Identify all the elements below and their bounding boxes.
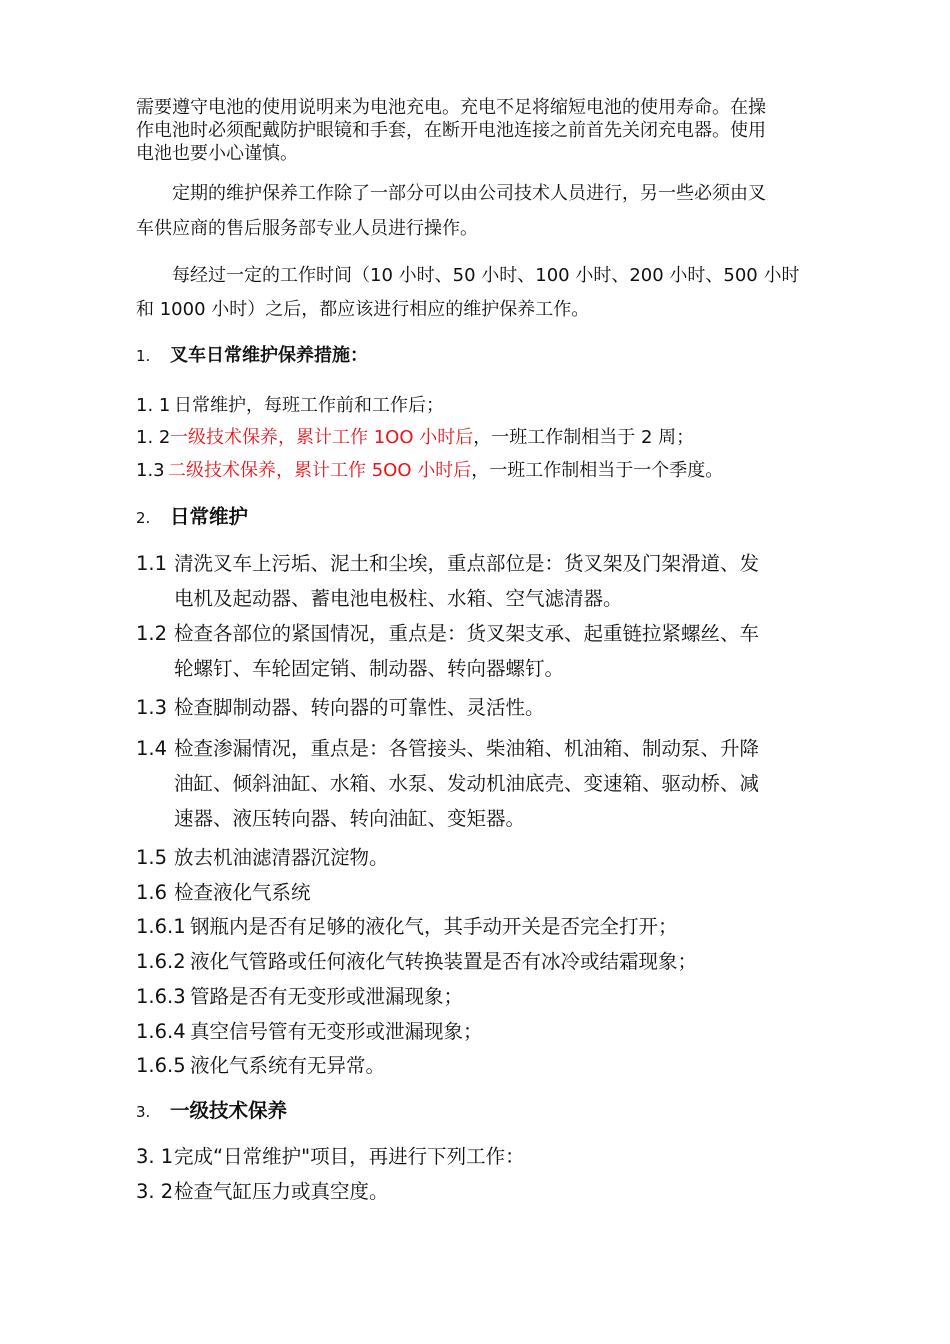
list-item (136, 1054, 385, 1078)
item-continuation: 油缸、倾斜油缸、水箱、水泵、发动机油底壳、变速箱、驱动桥、减 (174, 772, 760, 795)
intro-p2-line: 车供应商的售后服务部专业人员进行操作。 (136, 218, 478, 239)
item-text: 检查液化气系统 (174, 881, 311, 904)
item-continuation: 速器、液压转向器、转向油缸、变矩器。 (174, 807, 526, 830)
item-text: 液化气系统有无异常。 (190, 1054, 386, 1077)
item-text: 清洗叉车上污垢、泥土和尘埃，重点部位是：货叉架及门架滑道、发 (174, 552, 760, 575)
item-number: 1. 1 (136, 395, 171, 416)
list-item (136, 985, 463, 1009)
list-item (136, 696, 545, 720)
list-item (136, 395, 444, 417)
section-number: 2. (136, 509, 151, 527)
item-number: 1.6 (136, 881, 168, 904)
list-item (136, 737, 759, 761)
item-text: 管路是否有无变形或泄漏现象； (190, 985, 464, 1008)
item-text: ，一班工作制相当于一个季度。 (471, 460, 724, 481)
intro-p1-line: 作电池时必须配戴防护眼镜和手套，在断开电池连接之前首先关闭充电器。使用 (136, 120, 766, 141)
item-text: 完成“日常维护"项目，再进行下列工作： (174, 1145, 525, 1168)
item-number: 1.5 (136, 846, 168, 869)
item-number: 1.6.4 (136, 1020, 186, 1043)
item-text: 钢瓶内是否有足够的液化气，其手动开关是否完全打开； (190, 915, 678, 938)
intro-p1-line: 电池也要小心谨慎。 (136, 143, 298, 164)
item-number: 1. 2 (136, 427, 171, 448)
item-number: 1.6.3 (136, 985, 186, 1008)
item-number: 1.6.2 (136, 950, 186, 973)
item-text: 检查渗漏情况，重点是：各管接头、柴油箱、机油箱、制动泵、升降 (174, 737, 760, 760)
item-text: 检查气缸压力或真空度。 (174, 1180, 389, 1203)
item-text: 检查各部位的紧国情况，重点是：货叉架支承、起重链拉紧螺丝、车 (174, 622, 760, 645)
intro-p1-line: 需要遵守电池的使用说明来为电池充电。充电不足将缩短电池的使用寿命。在操 (136, 97, 766, 118)
item-number: 3. 2 (136, 1180, 174, 1203)
section-title: 日常维护 (170, 505, 249, 528)
item-continuation: 电机及起动器、蓄电池电极柱、水箱、空气滤清器。 (174, 587, 623, 610)
item-text: 日常维护，每班工作前和工作后； (174, 395, 444, 416)
list-item (136, 1020, 483, 1044)
intro-p3-line: 每经过一定的工作时间（10 小时、50 小时、100 小时、200 小时、500 小时 (172, 265, 800, 286)
intro-p3-line: 和 1000 小时）之后，都应该进行相应的维护保养工作。 (136, 299, 590, 320)
item-continuation: 轮螺钉、车轮固定销、制动器、转向器螺钉。 (174, 657, 565, 680)
section-number: 3. (136, 1103, 151, 1121)
section-number: 1. (136, 347, 151, 365)
section-3-heading (136, 1099, 287, 1124)
item-text: 真空信号管有无变形或泄漏现象； (190, 1020, 483, 1043)
item-number: 1.3 (136, 460, 165, 481)
item-highlight: 一级技术保养，累计工作 1OO 小时后 (170, 427, 474, 448)
list-item (136, 915, 678, 939)
item-highlight: 二级技术保养，累计工作 5OO 小时后 (168, 460, 472, 481)
list-item (136, 460, 723, 482)
list-item (136, 622, 759, 646)
list-item (136, 846, 389, 870)
section-title: 叉车日常维护保养措施： (170, 345, 368, 366)
item-number: 1.1 (136, 552, 168, 575)
item-number: 1.6.5 (136, 1054, 186, 1077)
item-number: 1.2 (136, 622, 168, 645)
list-item (136, 950, 697, 974)
item-text: 液化气管路或任何液化气转换装置是否有冰冷或结霜现象； (190, 950, 698, 973)
item-number: 1.6.1 (136, 915, 186, 938)
list-item (136, 427, 694, 449)
item-number: 1.3 (136, 696, 168, 719)
list-item (136, 1180, 389, 1204)
list-item (136, 552, 759, 576)
section-2-heading (136, 505, 248, 530)
item-text: 检查脚制动器、转向器的可靠性、灵活性。 (174, 696, 545, 719)
section-1-heading (136, 345, 368, 367)
item-text: ，一班工作制相当于 2 周； (473, 427, 695, 448)
list-item (136, 1145, 525, 1169)
item-text: 放去机油滤清器沉淀物。 (174, 846, 389, 869)
intro-p2-line: 定期的维护保养工作除了一部分可以由公司技术人员进行，另一些必须由叉 (172, 183, 766, 204)
item-number: 1.4 (136, 737, 168, 760)
list-item (136, 881, 311, 905)
item-number: 3. 1 (136, 1145, 174, 1168)
section-title: 一级技术保养 (170, 1099, 288, 1122)
